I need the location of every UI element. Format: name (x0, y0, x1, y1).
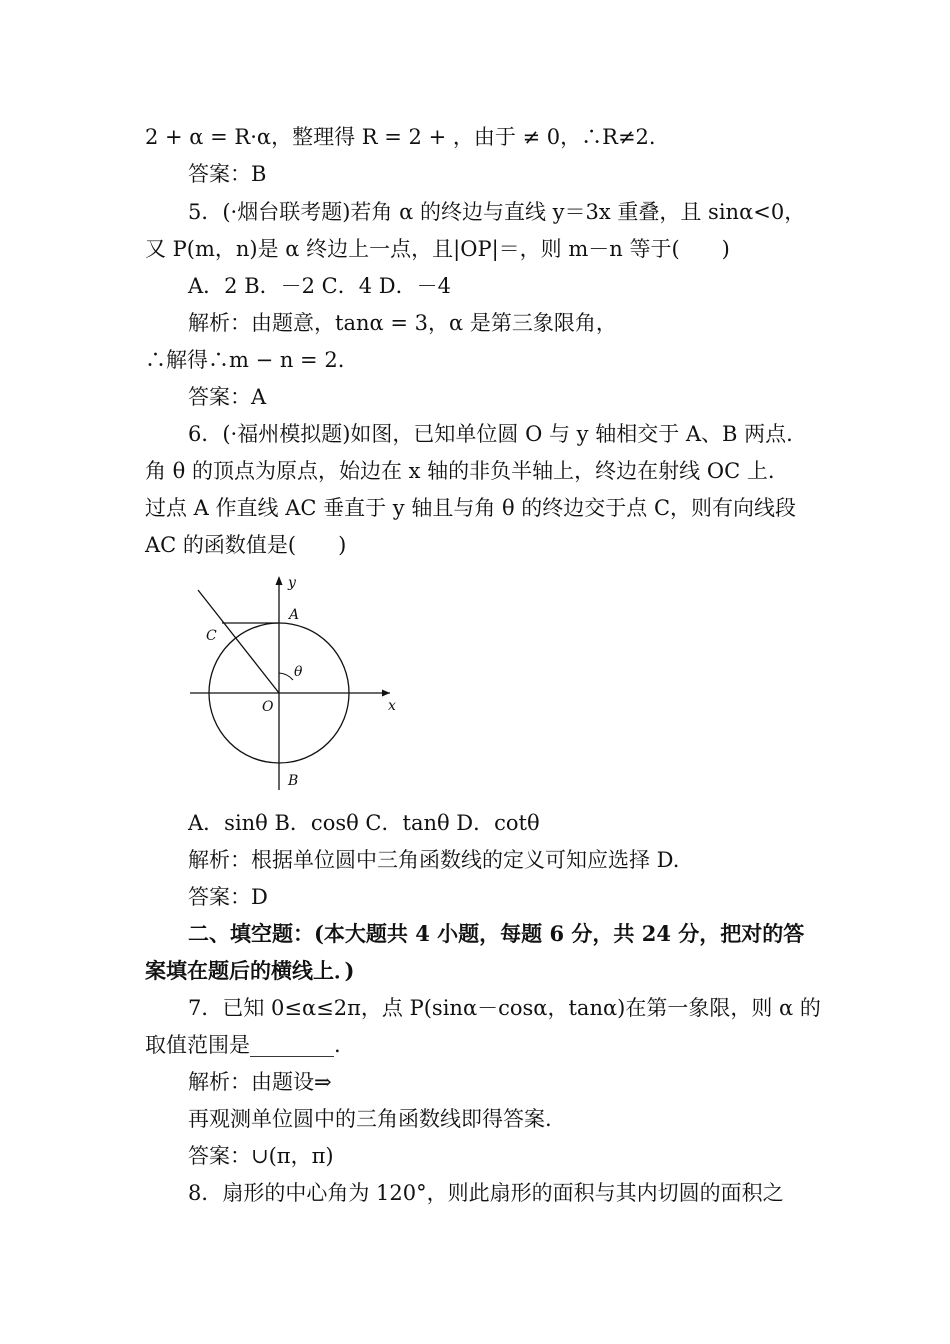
unit-circle-figure (190, 570, 410, 795)
text-line: 再观测单位圆中的三角函数线即得答案. (188, 1107, 552, 1131)
question-6: 6．(·福州模拟题)如图，已知单位圆 O 与 y 轴相交于 A、B 两点. (188, 422, 793, 446)
answer-line: 答案：∪(π，π) (188, 1144, 334, 1168)
text-line: 角 θ 的顶点为原点，始边在 x 轴的非负半轴上，终边在射线 OC 上. (145, 459, 775, 483)
text-line: 又 P(m，n)是 α 终边上一点，且|OP|＝，则 m－n 等于( ) (145, 237, 730, 261)
theta-arc (279, 673, 293, 680)
label-x: x (388, 698, 396, 714)
options-line: A．sinθ B．cosθ C．tanθ D．cotθ (188, 811, 540, 835)
label-a: A (289, 607, 300, 623)
text-line: ∴解得∴m − n = 2. (145, 348, 345, 372)
text-line: AC 的函数值是( ) (145, 533, 347, 557)
question-8: 8．扇形的中心角为 120°，则此扇形的面积与其内切圆的面积之 (188, 1181, 784, 1205)
question-7: 7．已知 0≤α≤2π，点 P(sinα－cosα，tanα)在第一象限，则 α 的 (188, 996, 821, 1020)
label-theta: θ (294, 664, 303, 680)
answer-line: 答案：A (188, 385, 267, 409)
label-b: B (288, 773, 299, 789)
x-axis-arrow (382, 690, 390, 697)
label-o: O (262, 699, 274, 715)
question-5: 5．(·烟台联考题)若角 α 的终边与直线 y＝3x 重叠，且 sinα<0， (188, 200, 806, 224)
label-c: C (206, 628, 217, 644)
options-line: A．2 B．－2 C．4 D．－4 (188, 274, 451, 298)
text-line: 取值范围是________. (145, 1033, 341, 1057)
y-axis-arrow (276, 576, 283, 585)
answer-line: 答案：B (188, 162, 267, 186)
section-heading-cont: 案填在题后的横线上．) (145, 958, 355, 983)
text-line: 过点 A 作直线 AC 垂直于 y 轴且与角 θ 的终边交于点 C，则有向线段 (145, 496, 797, 520)
label-y: y (288, 575, 296, 591)
analysis-line: 解析：由题设⇒ (188, 1070, 332, 1094)
analysis-line: 解析：由题意，tanα = 3，α 是第三象限角， (188, 311, 617, 335)
text-line: 2 + α = R·α，整理得 R = 2 + ，由于 ≠ 0，∴R≠2. (145, 125, 656, 149)
analysis-line: 解析：根据单位圆中三角函数线的定义可知应选择 D. (188, 848, 680, 872)
answer-line: 答案：D (188, 885, 268, 909)
section-heading: 二、填空题：(本大题共 4 小题，每题 6 分，共 24 分，把对的答 (188, 921, 805, 946)
